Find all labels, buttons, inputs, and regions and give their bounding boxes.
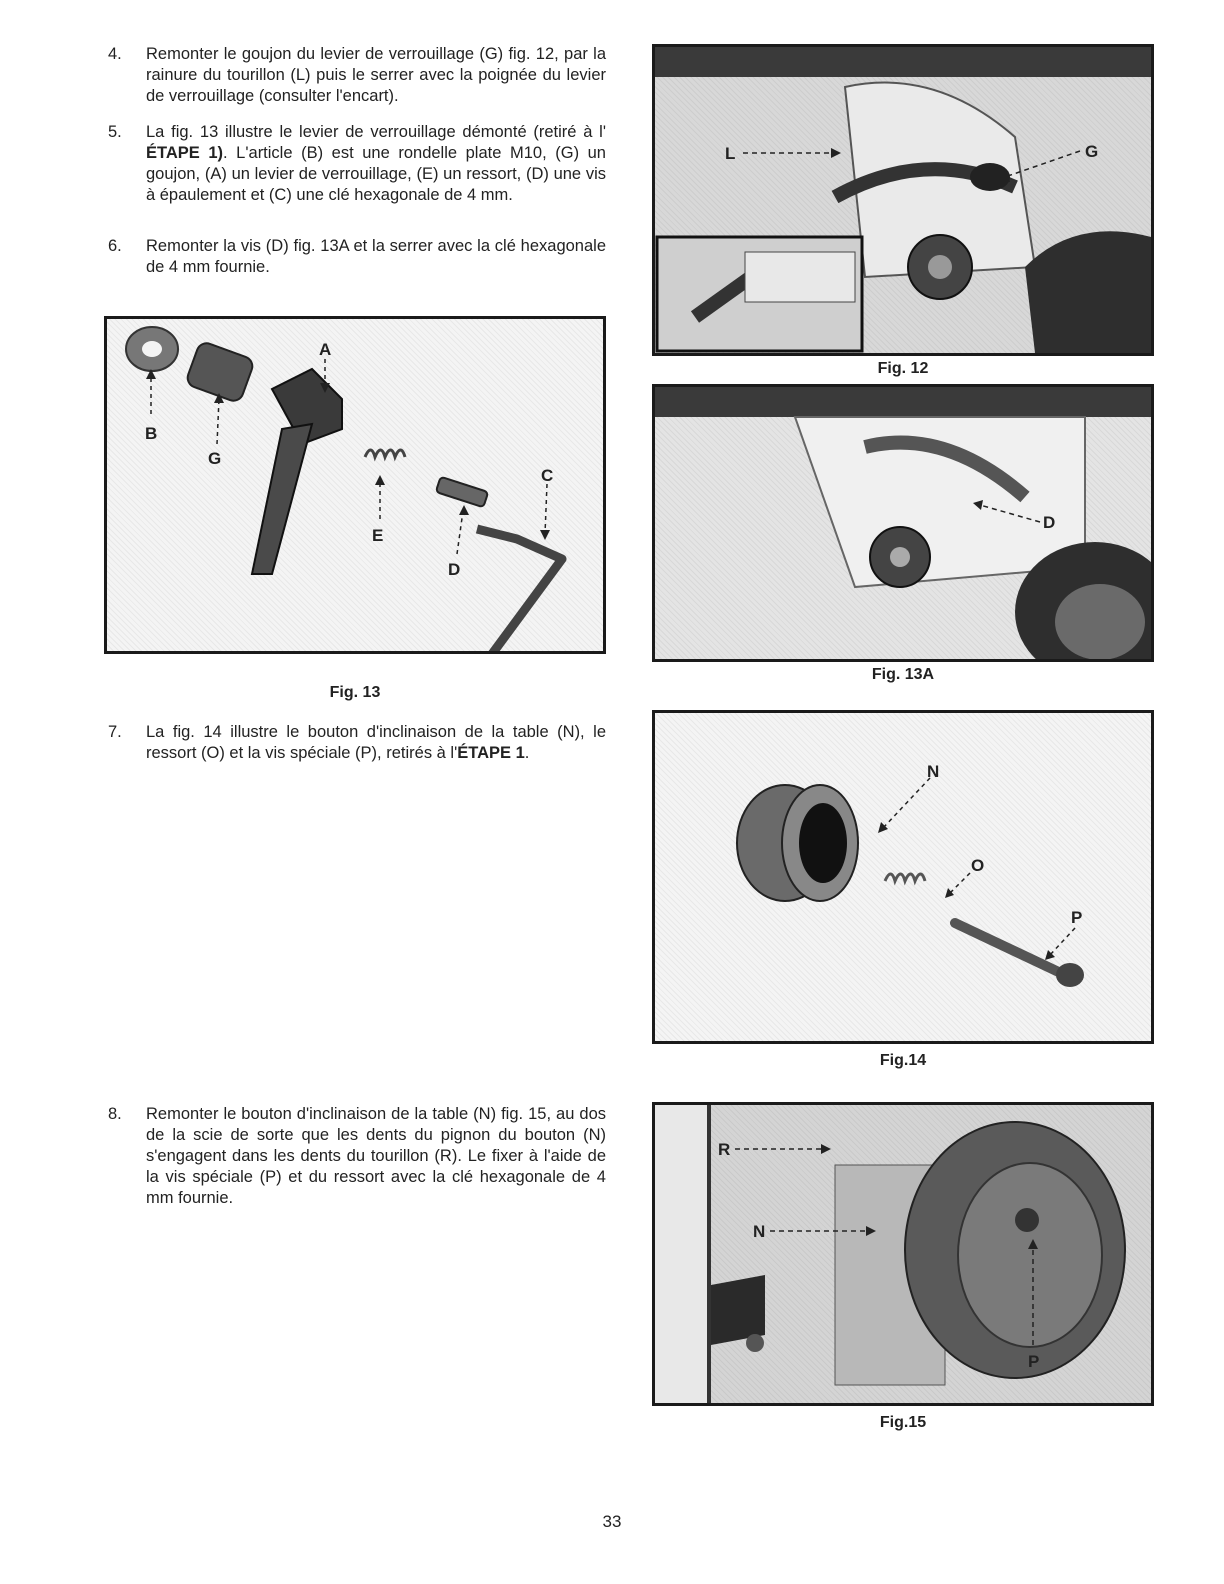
step-number: 7. [108,723,122,741]
step-text: Remonter le bouton d'inclinaison de la table (N) fig. 15, au dos de la scie de sorte que les dents du pignon du bouton (N) s'engagent dans les dents du tourillon (R). Le fixer à l'aide de la vis spéciale (P) et du ressort avec la clé hexagonale de 4 mm fournie. [146,1105,606,1207]
fig13-caption: Fig. 13 [329,684,381,701]
figure-13a [652,384,1154,662]
figure-12 [652,44,1154,356]
fig13-label-d: D [448,560,461,579]
fig15-label-p: P [1028,1352,1040,1371]
fig14-caption: Fig.14 [879,1052,927,1069]
fig14-label-p: P [1071,908,1083,927]
fig14-label-o: O [971,856,985,875]
step-text: Remonter le goujon du levier de verrouillage (G) fig. 12, par la rainure du tourillon (L) puis le serrer avec la poignée du levier de verrouillage (consulter l'encart). [146,45,606,105]
fig12-label-l: L [725,144,736,163]
fig13-label-e: E [372,526,384,545]
fig12-label-g: G [1085,142,1099,161]
step-number: 6. [108,237,122,255]
figure-14 [652,710,1154,1044]
page-number: 33 [602,1512,622,1531]
fig13-label-a: A [319,340,332,359]
figure-13 [104,316,606,654]
fig14-illustration [655,713,1151,1041]
fig12-caption: Fig. 12 [877,360,929,377]
fig13a-caption: Fig. 13A [871,666,935,683]
fig15-label-n: N [753,1222,766,1241]
fig13-illustration [107,319,603,651]
step-number: 4. [108,45,122,63]
step-number: 5. [108,123,122,141]
step-number: 8. [108,1105,122,1123]
fig15-label-r: R [718,1140,731,1159]
fig13a-label-d: D [1043,513,1056,532]
fig15-illustration [655,1105,1151,1403]
fig15-caption: Fig.15 [879,1414,927,1431]
fig13-label-c: C [541,466,554,485]
fig13a-illustration [655,387,1151,659]
step-text: La fig. 14 illustre le bouton d'inclinaison de la table (N), le ressort (O) et la vis spéciale (P), retirés à l'ÉTAPE 1. [146,723,606,762]
figure-15 [652,1102,1154,1406]
fig14-label-n: N [927,762,940,781]
fig13-label-b: B [145,424,158,443]
step-text: La fig. 13 illustre le levier de verrouillage démonté (retiré à l' ÉTAPE 1). L'article (B) est une rondelle plate M10, (G) un goujon, (A) un levier de verrouillage, (E) un ressort, (D) une vis à épaulement et (C) une clé hexagonale de 4 mm. [146,123,606,204]
fig12-illustration [655,47,1151,353]
fig13-label-g: G [208,449,222,468]
step-text: Remonter la vis (D) fig. 13A et la serrer avec la clé hexagonale de 4 mm fournie. [146,237,606,276]
